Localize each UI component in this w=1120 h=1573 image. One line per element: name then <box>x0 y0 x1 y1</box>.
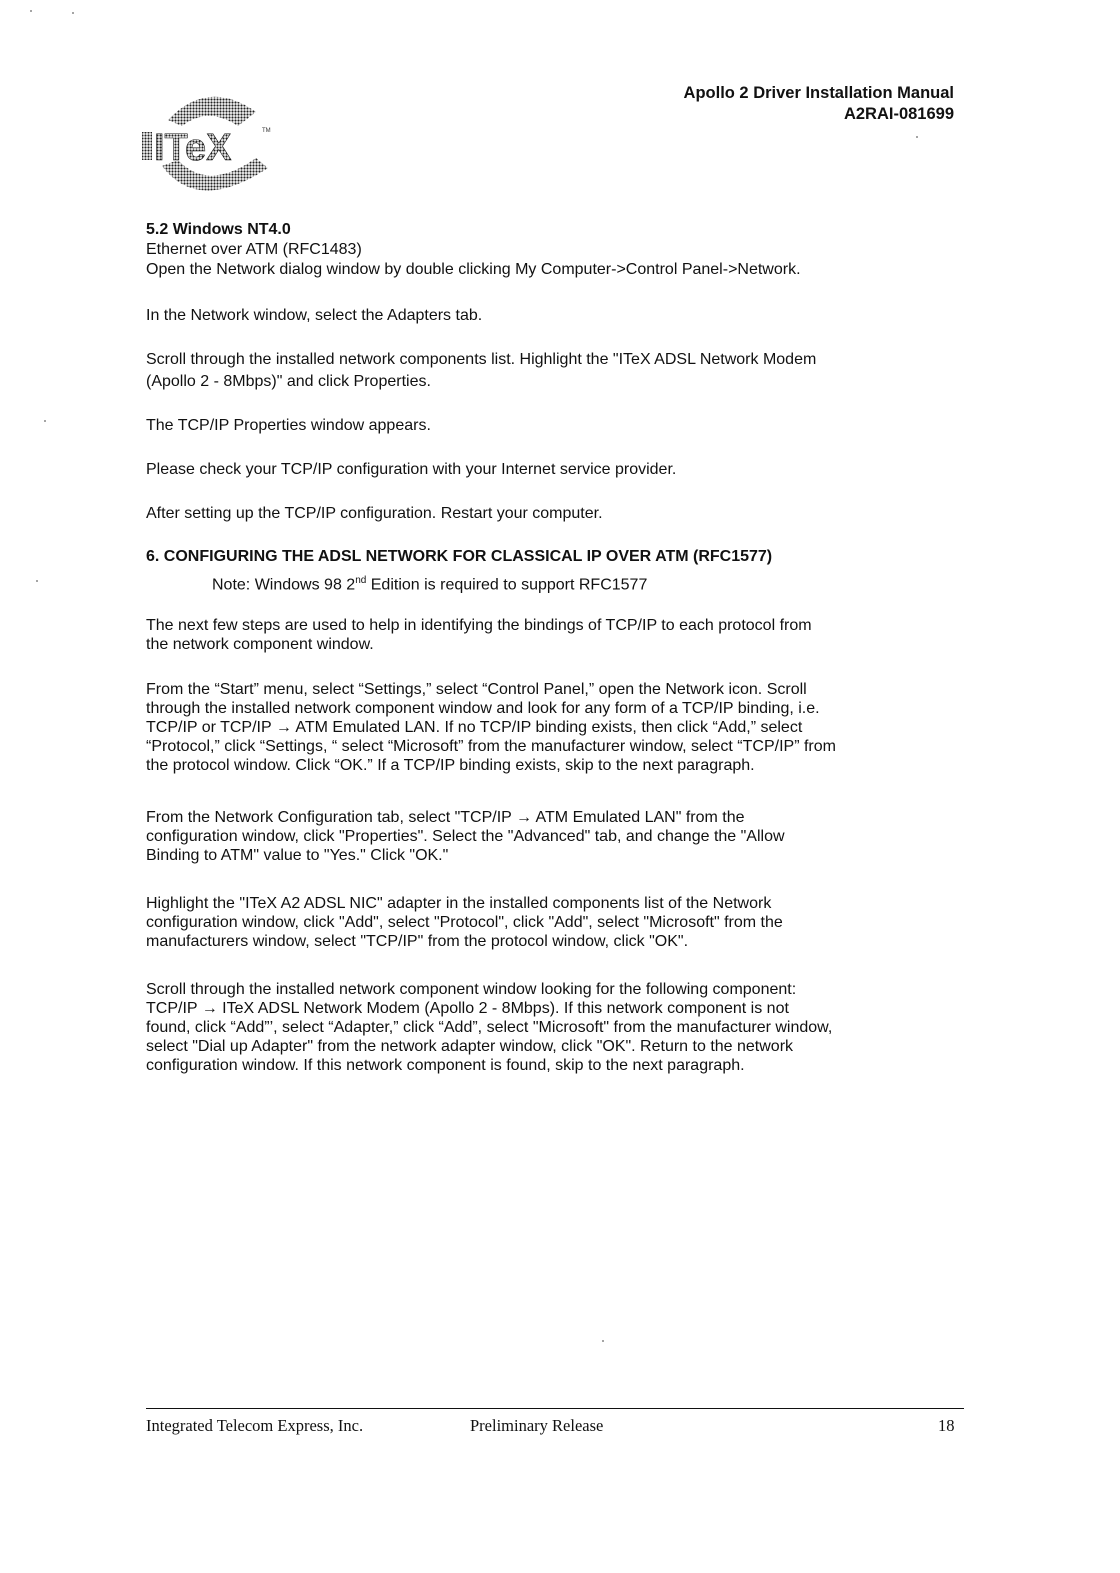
paragraph-line: TCP/IP or TCP/IP → ATM Emulated LAN. If no TCP/IP binding exists, then click “Add,” select <box>146 719 803 736</box>
paragraph-highlight-nic <box>146 894 976 951</box>
itex-logo <box>138 86 288 206</box>
scan-speck <box>30 10 32 12</box>
paragraph-restart: After setting up the TCP/IP configuration. Restart your computer. <box>146 505 603 522</box>
paragraph-check-config: Please check your TCP/IP configuration with your Internet service provider. <box>146 461 677 478</box>
paragraph-line: configuration window, click "Add", select "Protocol", click "Add", select "Microsoft" from the <box>146 914 783 931</box>
scan-speck <box>602 1340 604 1342</box>
logo-wordmark: ITeX <box>154 127 232 169</box>
paragraph-line: through the installed network component window and look for any form of a TCP/IP binding, i.e. <box>146 700 820 717</box>
scan-speck <box>36 580 38 582</box>
scan-speck <box>72 12 74 14</box>
paragraph-line: “Protocol,” click “Settings, “ select “Microsoft” from the manufacturer window, select “TCP/IP” from <box>146 738 836 755</box>
paragraph-network-config <box>146 808 976 865</box>
footer-divider <box>146 1408 964 1409</box>
paragraph-scroll-component <box>146 980 976 1075</box>
paragraph-line: select "Dial up Adapter" from the network adapter window, click "OK". Return to the network <box>146 1038 794 1055</box>
paragraph-line: The next few steps are used to help in identifying the bindings of TCP/IP to each protocol from <box>146 617 812 634</box>
section-5-2-heading: 5.2 Windows NT4.0 <box>146 221 291 238</box>
section-5-2-line1: Ethernet over ATM (RFC1483) <box>146 241 362 258</box>
paragraph-line: Binding to ATM" value to "Yes." Click "OK." <box>146 847 449 864</box>
paragraph-line: configuration window. If this network component is found, skip to the next paragraph. <box>146 1057 745 1074</box>
paragraph-line: the network component window. <box>146 636 374 653</box>
note-text-end: Edition is required to support RFC1577 <box>366 576 648 594</box>
footer-release: Preliminary Release <box>470 1416 604 1435</box>
manual-title: Apollo 2 Driver Installation Manual <box>683 84 954 102</box>
page-number: 18 <box>938 1416 955 1435</box>
paragraph-line: From the “Start” menu, select “Settings,” select “Control Panel,” open the Network icon. Scroll <box>146 681 807 698</box>
paragraph-line: Scroll through the installed network component window looking for the following component: <box>146 981 797 998</box>
scan-speck <box>44 420 46 422</box>
paragraph-line: found, click “Add”’, select “Adapter,” click “Add”, select "Microsoft" from the manufacturer window, <box>146 1019 833 1036</box>
paragraph-adapters-tab: In the Network window, select the Adapters tab. <box>146 307 483 324</box>
note-text-start: Note: Windows 98 2 <box>212 576 356 594</box>
document-header <box>684 83 954 125</box>
note-superscript: nd <box>355 575 367 586</box>
paragraph-tcpip-window: The TCP/IP Properties window appears. <box>146 417 431 434</box>
paragraph-start-menu <box>146 680 976 775</box>
paragraph-bindings <box>146 616 976 654</box>
paragraph-line: TCP/IP → ITeX ADSL Network Modem (Apollo 2 - 8Mbps). If this network component is not <box>146 1000 789 1017</box>
footer-company: Integrated Telecom Express, Inc. <box>146 1416 364 1435</box>
scan-speck <box>916 136 918 138</box>
paragraph-line: From the Network Configuration tab, select "TCP/IP → ATM Emulated LAN" from the <box>146 809 745 826</box>
section-6-note <box>212 571 1042 594</box>
document-id: A2RAI-081699 <box>843 105 954 123</box>
paragraph-line: Highlight the "ITeX A2 ADSL NIC" adapter in the installed components list of the Network <box>146 895 772 912</box>
logo-trademark: TM <box>262 128 271 134</box>
section-5-2-line2: Open the Network dialog window by double clicking My Computer->Control Panel->Network. <box>146 261 801 278</box>
paragraph-scroll-line2: (Apollo 2 - 8Mbps)" and click Properties. <box>146 373 431 390</box>
paragraph-line: manufacturers window, select "TCP/IP" from the protocol window, click "OK". <box>146 933 689 950</box>
section-6-heading: 6. CONFIGURING THE ADSL NETWORK FOR CLASSICAL IP OVER ATM (RFC1577) <box>146 548 773 565</box>
paragraph-line: configuration window, click "Properties". Select the "Advanced" tab, and change the "Allow <box>146 828 785 845</box>
paragraph-line: the protocol window. Click “OK.” If a TCP/IP binding exists, skip to the next paragraph. <box>146 757 755 774</box>
paragraph-scroll-line1: Scroll through the installed network components list. Highlight the "ITeX ADSL Network Modem <box>146 351 817 368</box>
